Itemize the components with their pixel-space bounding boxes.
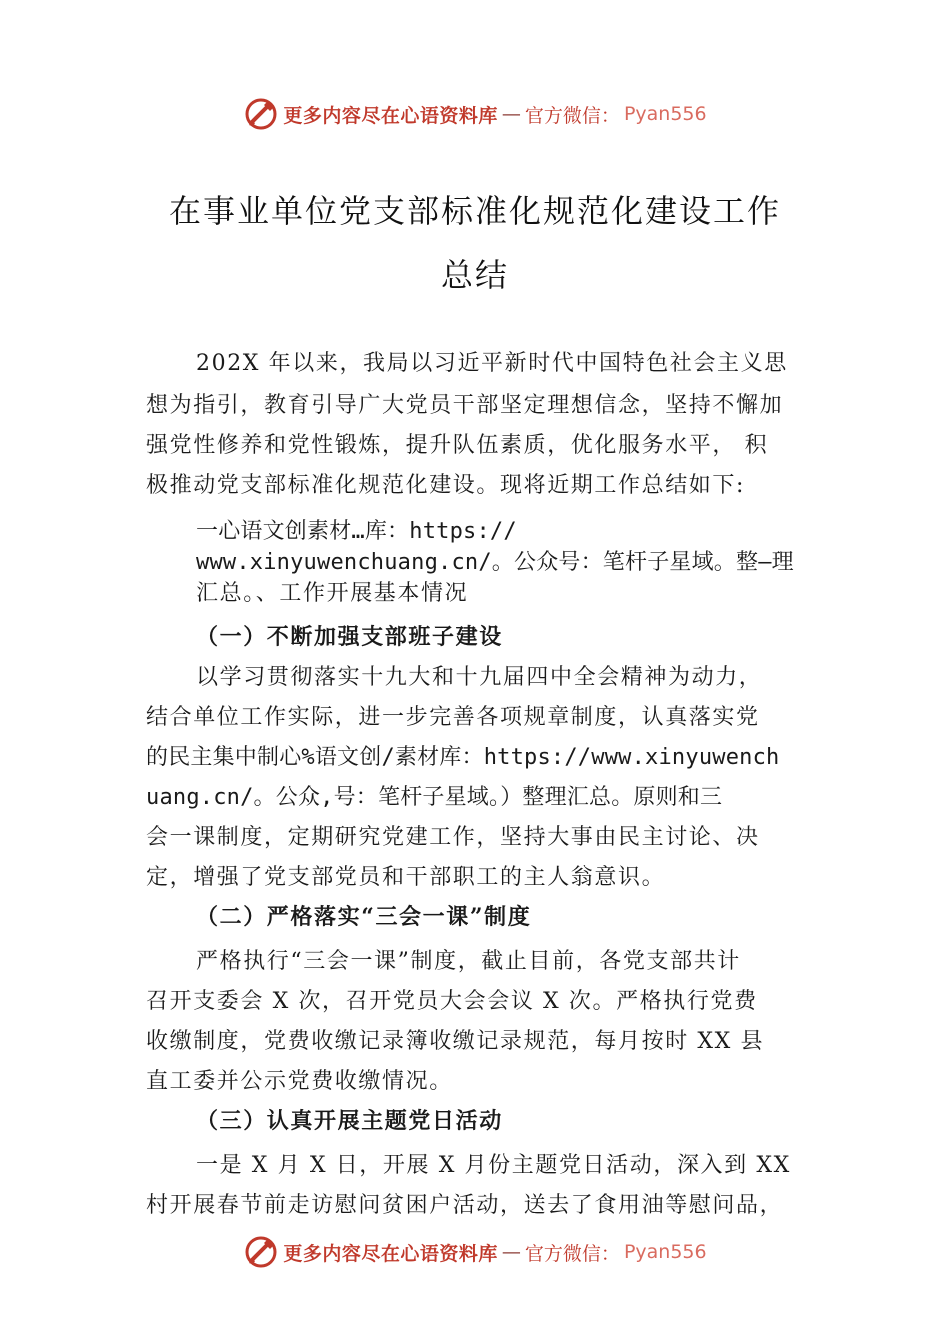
section1-line: 的民主集中制心%语文创/素材库：https://www.xinyuwench	[146, 745, 780, 770]
section3-line: 一是 X 月 X 日，开展 X 月份主题党日活动，深入到 XX	[196, 1153, 791, 1178]
banner-separator: —	[501, 1241, 521, 1263]
document-title-line1: 在事业单位党支部标准化规范化建设工作	[168, 192, 781, 230]
banner-separator: —	[501, 103, 521, 125]
watermark-line: 一心语文创素材…库：https://	[196, 519, 517, 544]
section-heading: （二）严格落实“三会一课”制度	[196, 904, 532, 930]
header-banner	[0, 94, 950, 134]
intro-line: 想为指引，教育引导广大党员干部坚定理想信念，坚持不懈加	[146, 393, 784, 418]
section-heading: （一）不断加强支部班子建设	[196, 624, 503, 650]
section1-line: 结合单位工作实际，进一步完善各项规章制度，认真落实党	[146, 705, 760, 730]
banner-wechat-label: 官方微信：	[524, 104, 620, 127]
section1-line: 定，增强了党支部党员和干部职工的主人翁意识。	[146, 865, 666, 890]
section1-line: 会一课制度，定期研究党建工作，坚持大事由民主讨论、决	[146, 825, 760, 850]
banner-wechat-label: 官方微信：	[524, 1242, 620, 1265]
footer-banner	[0, 1232, 950, 1272]
banner-wechat-id: Pyan556	[623, 1241, 707, 1263]
intro-line: 极推动党支部标准化规范化建设。现将近期工作总结如下:	[146, 473, 746, 498]
section2-line: 召开支委会 X 次，召开党员大会会议 X 次。严格执行党费	[146, 989, 758, 1014]
watermark-line: 汇总。、工作开展基本情况	[196, 581, 469, 606]
intro-line: 202X 年以来，我局以习近平新时代中国特色社会主义思	[196, 351, 788, 376]
document-title-line2: 总结	[440, 256, 509, 294]
banner-wechat-id: Pyan556	[623, 103, 707, 125]
brush-logo-icon	[243, 1234, 279, 1270]
section1-line: uang.cn/。公众,号：笔杆子星域。）整理汇总。原则和三	[146, 785, 723, 810]
section3-line: 村开展春节前走访慰问贫困户活动，送去了食用油等慰问品，	[146, 1193, 784, 1218]
section2-line: 直工委并公示党费收缴情况。	[146, 1069, 453, 1094]
intro-line: 强党性修养和党性锻炼，提升队伍素质，优化服务水平， 积	[146, 433, 769, 458]
banner-text: 更多内容尽在心语资料库	[283, 1242, 498, 1265]
banner-text: 更多内容尽在心语资料库	[283, 104, 498, 127]
section2-line: 严格执行“三会一课”制度，截止目前，各党支部共计	[196, 949, 741, 974]
section-heading: （三）认真开展主题党日活动	[196, 1108, 503, 1134]
section2-line: 收缴制度，党费收缴记录簿收缴记录规范，每月按时 XX 县	[146, 1029, 765, 1054]
watermark-line: www.xinyuwenchuang.cn/。公众号：笔杆子星域。整—理	[196, 550, 794, 575]
section1-line: 以学习贯彻落实十九大和十九届四中全会精神为动力，	[196, 665, 763, 690]
brush-logo-icon	[243, 96, 279, 132]
